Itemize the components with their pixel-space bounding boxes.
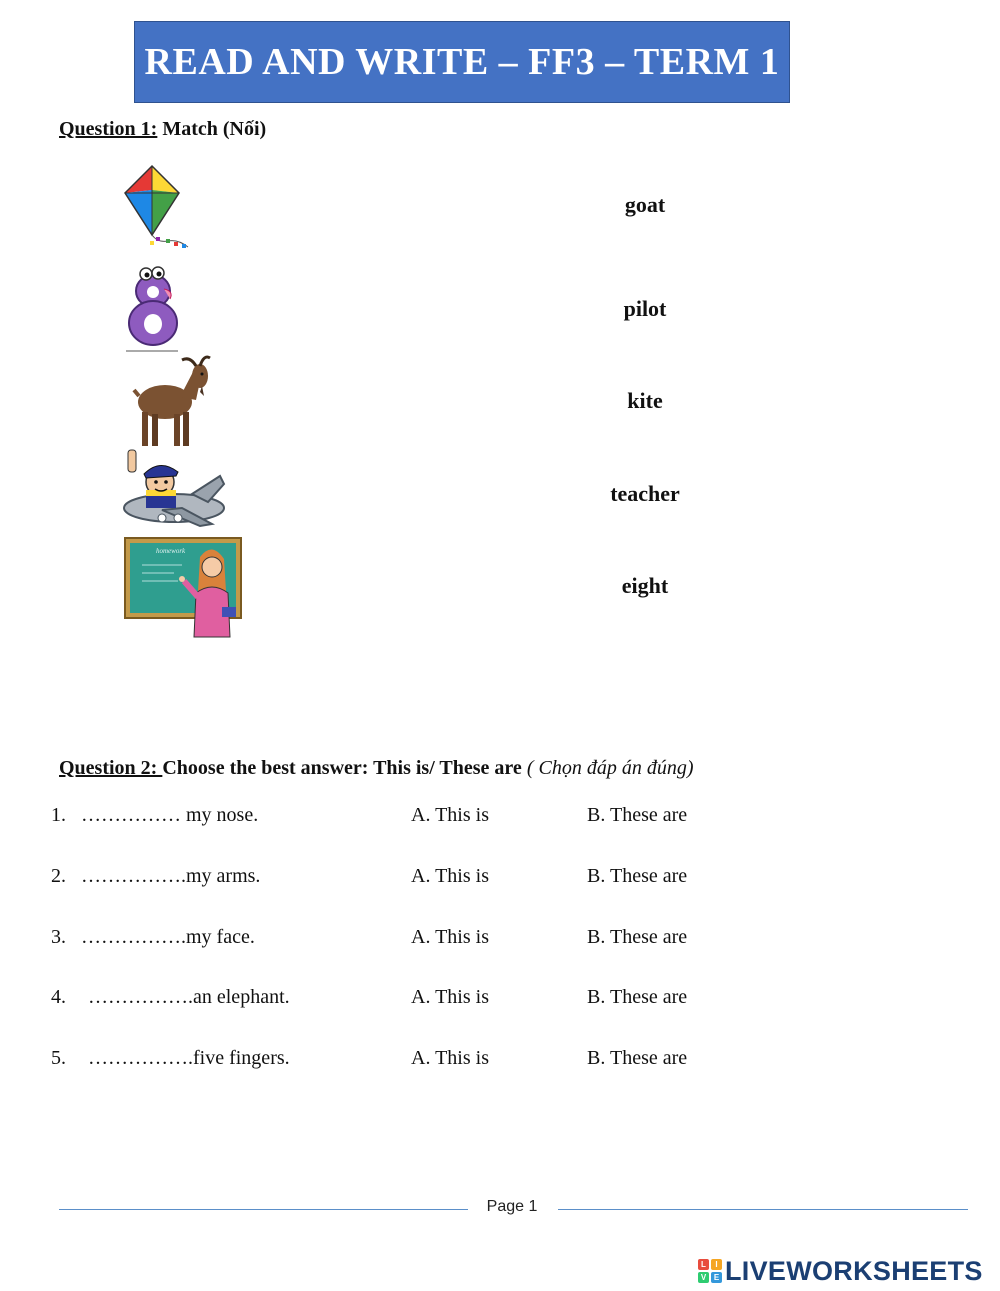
item-sentence: …………….my face.: [81, 926, 255, 948]
option-a[interactable]: A. This is: [411, 1047, 489, 1069]
match-word: goat: [624, 192, 666, 217]
option-a[interactable]: A. This is: [411, 986, 489, 1008]
question-1-text: Match (Nối): [157, 118, 267, 140]
option-a[interactable]: A. This is: [411, 926, 489, 948]
question-1-label: Question 1:: [59, 118, 158, 140]
option-b[interactable]: B. These are: [587, 804, 688, 826]
teacher-picture: [124, 537, 244, 639]
option-b[interactable]: B. These are: [587, 865, 688, 887]
option-b[interactable]: B. These are: [587, 926, 688, 948]
option-a[interactable]: A. This is: [411, 804, 489, 826]
worksheet-title: READ AND WRITE – FF3 – TERM 1: [134, 21, 790, 103]
match-word: teacher: [610, 481, 680, 506]
logo-blocks-icon: L I V E: [698, 1259, 722, 1283]
footer-rule-right: [558, 1209, 968, 1210]
liveworksheets-logo[interactable]: [698, 1255, 983, 1287]
page-number: Page 1: [486, 1198, 538, 1215]
option-b[interactable]: B. These are: [587, 986, 688, 1008]
match-word: kite: [627, 388, 663, 413]
kite-picture: [120, 163, 200, 255]
question-2-translation: ( Chọn đáp án đúng): [526, 757, 694, 779]
match-word: eight: [621, 573, 669, 598]
footer-rule-left: [59, 1209, 468, 1210]
item-sentence: …………….my arms.: [81, 865, 261, 887]
option-b[interactable]: B. These are: [587, 1047, 688, 1069]
question-2-heading: [59, 757, 693, 780]
board-text: homework: [156, 547, 186, 555]
item-number: 2.: [51, 865, 66, 887]
item-number: 1.: [51, 804, 66, 826]
item-sentence: …………….an elephant.: [88, 986, 290, 1008]
goat-picture: [130, 352, 212, 450]
item-number: 5.: [51, 1047, 66, 1069]
question-2-label: Question 2:: [59, 757, 163, 779]
item-number: 4.: [51, 986, 66, 1008]
question-2-text: Choose the best answer: This is/ These are: [162, 757, 527, 779]
question-1-heading: [59, 118, 266, 141]
item-sentence: …………… my nose.: [81, 804, 259, 826]
pilot-picture: [122, 446, 230, 536]
logo-text: LIVEWORKSHEETS: [725, 1255, 983, 1286]
item-sentence: …………….five fingers.: [88, 1047, 290, 1069]
option-a[interactable]: A. This is: [411, 865, 489, 887]
item-number: 3.: [51, 926, 66, 948]
match-word: pilot: [623, 296, 667, 321]
eight-picture: [120, 263, 188, 353]
